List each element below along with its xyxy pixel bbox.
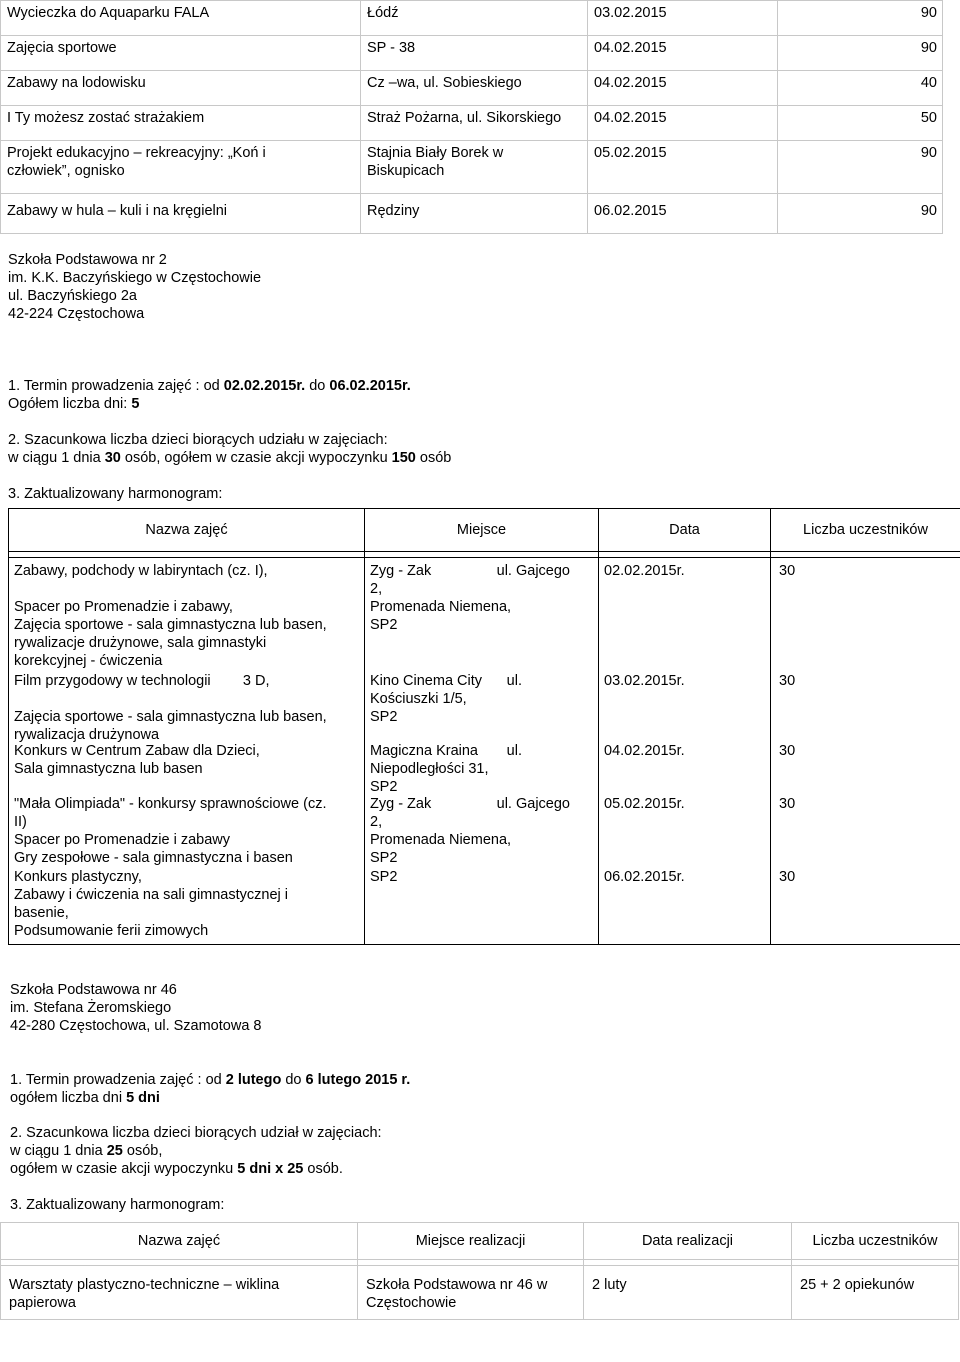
day-1-count: 30 — [779, 563, 796, 579]
school2-address: Szkoła Podstawowa nr 46 im. Stefana Żeromskiego 42-280 Częstochowa, ul. Szamotowa 8 — [10, 982, 262, 1034]
activity-place-cell: Straż Pożarna, ul. Sikorskiego — [361, 106, 588, 141]
school1-schedule-table — [8, 508, 960, 945]
day-2-activities: Film przygodowy w technologii 3 D, Zajęcia sportowe - sala gimnastyczna lub basen, rywalizacja drużynowa — [14, 673, 327, 743]
table-row — [9, 558, 960, 945]
day-5-date: 06.02.2015r. — [604, 869, 685, 885]
activity-count-cell: 50 — [778, 106, 943, 141]
day-2-count: 30 — [779, 673, 796, 689]
school1-children: 2. Szacunkowa liczba dzieci biorących udziału w zajęciach: w ciągu 1 dnia 30 osób, ogółem w czasie akcji wypoczynku 150 osób — [8, 432, 452, 466]
activity-name-cell: Zabawy na lodowisku — [1, 71, 361, 106]
activity-name-cell: I Ty możesz zostać strażakiem — [1, 106, 361, 141]
activity-place-cell: Rędziny — [361, 194, 588, 234]
activity-place-cell: Cz –wa, ul. Sobieskiego — [361, 71, 588, 106]
column-header: Miejsce — [365, 509, 599, 552]
activity-date-cell: 2 luty — [584, 1266, 792, 1320]
activity-count-cell: 90 — [778, 194, 943, 234]
column-header: Liczba uczestników — [792, 1223, 959, 1260]
places-cell — [365, 558, 599, 945]
column-header: Liczba uczestników — [771, 509, 960, 552]
day-1-date: 02.02.2015r. — [604, 563, 685, 579]
day-2-date: 03.02.2015r. — [604, 673, 685, 689]
activity-name-cell: Projekt edukacyjno – rekreacyjny: „Koń i człowiek”, ognisko — [1, 141, 361, 194]
table-row — [1, 1, 943, 36]
table-row — [1, 141, 943, 194]
activity-date-cell: 04.02.2015 — [588, 36, 778, 71]
activity-name-cell: Wycieczka do Aquaparku FALA — [1, 1, 361, 36]
activity-date-cell: 04.02.2015 — [588, 71, 778, 106]
activity-count-cell: 90 — [778, 36, 943, 71]
column-header: Data — [599, 509, 771, 552]
day-5-activities: Konkurs plastyczny, Zabawy i ćwiczenia na sali gimnastycznej i basenie, Podsumowanie ferii zimowych — [14, 869, 288, 939]
day-5-count: 30 — [779, 869, 796, 885]
day-4-activities: "Mała Olimpiada" - konkursy sprawnościowe (cz. II) Spacer po Promenadzie i zabawy Gry zespołowe - sala gimnastyczna i basen — [14, 796, 327, 866]
activity-count-cell: 90 — [778, 1, 943, 36]
activity-name-cell: Zabawy w hula – kuli i na kręgielni — [1, 194, 361, 234]
column-header: Nazwa zajęć — [9, 509, 365, 552]
activity-place-cell: SP - 38 — [361, 36, 588, 71]
day-5-place: SP2 — [370, 869, 398, 885]
column-header: Miejsce realizacji — [358, 1223, 584, 1260]
day-1-place: Zyg - Zak ul. Gajcego 2, Promenada Niemena, SP2 — [370, 563, 570, 633]
school2-term: 1. Termin prowadzenia zajęć : od 2 lutego do 6 lutego 2015 r. ogółem liczba dni 5 dni — [10, 1072, 411, 1106]
school1-schedule-title: 3. Zaktualizowany harmonogram: — [8, 486, 223, 502]
table-row — [1, 106, 943, 141]
table-row — [1, 71, 943, 106]
day-3-activities: Konkurs w Centrum Zabaw dla Dzieci, Sala gimnastyczna lub basen — [14, 743, 260, 777]
table-row — [1, 194, 943, 234]
day-1-activities: Zabawy, podchody w labiryntach (cz. I), Spacer po Promenadzie i zabawy, Zajęcia sportowe - sala gimnastyczna lub basen, rywalizacje drużynowe, sala gimnastyki korekcyjnej - ćwiczenia — [14, 563, 327, 669]
activity-date-cell: 06.02.2015 — [588, 194, 778, 234]
column-header: Data realizacji — [584, 1223, 792, 1260]
activity-count-cell: 40 — [778, 71, 943, 106]
activity-name-cell: Zajęcia sportowe — [1, 36, 361, 71]
activity-count-cell: 25 + 2 opiekunów — [792, 1266, 959, 1320]
school1-term: 1. Termin prowadzenia zajęć : od 02.02.2015r. do 06.02.2015r. Ogółem liczba dni: 5 — [8, 378, 411, 412]
school1-address: Szkoła Podstawowa nr 2 im. K.K. Baczyńskiego w Częstochowie ul. Baczyńskiego 2a 42-224 Częstochowa — [8, 252, 262, 322]
activity-date-cell: 03.02.2015 — [588, 1, 778, 36]
day-4-place: Zyg - Zak ul. Gajcego 2, Promenada Niemena, SP2 — [370, 796, 570, 866]
dates-cell — [599, 558, 771, 945]
table-row — [1, 1266, 959, 1320]
day-3-count: 30 — [779, 743, 796, 759]
activities-cell — [9, 558, 365, 945]
activities-table-top — [0, 0, 943, 234]
school2-schedule-table — [0, 1222, 959, 1320]
activity-place-cell: Stajnia Biały Borek w Biskupicach — [361, 141, 588, 194]
day-4-count: 30 — [779, 796, 796, 812]
activity-count-cell: 90 — [778, 141, 943, 194]
column-header: Nazwa zajęć — [1, 1223, 358, 1260]
counts-cell — [771, 558, 960, 945]
table-header-row — [9, 509, 960, 552]
day-3-date: 04.02.2015r. — [604, 743, 685, 759]
activity-place-cell: Szkoła Podstawowa nr 46 w Częstochowie — [358, 1266, 584, 1320]
day-3-place: Magiczna Kraina ul. Niepodległości 31, SP2 — [370, 743, 522, 795]
day-2-place: Kino Cinema City ul. Kościuszki 1/5, SP2 — [370, 673, 522, 725]
day-4-date: 05.02.2015r. — [604, 796, 685, 812]
table-row — [1, 36, 943, 71]
school2-schedule-title: 3. Zaktualizowany harmonogram: — [10, 1197, 225, 1213]
school2-children: 2. Szacunkowa liczba dzieci biorących udział w zajęciach: w ciągu 1 dnia 25 osób, ogółem w czasie akcji wypoczynku 5 dni x 25 osób. — [10, 1125, 382, 1177]
activity-date-cell: 05.02.2015 — [588, 141, 778, 194]
activity-place-cell: Łódź — [361, 1, 588, 36]
activity-name-cell: Warsztaty plastyczno-techniczne – wiklina papierowa — [1, 1266, 358, 1320]
table-header-row — [1, 1223, 959, 1260]
activity-date-cell: 04.02.2015 — [588, 106, 778, 141]
